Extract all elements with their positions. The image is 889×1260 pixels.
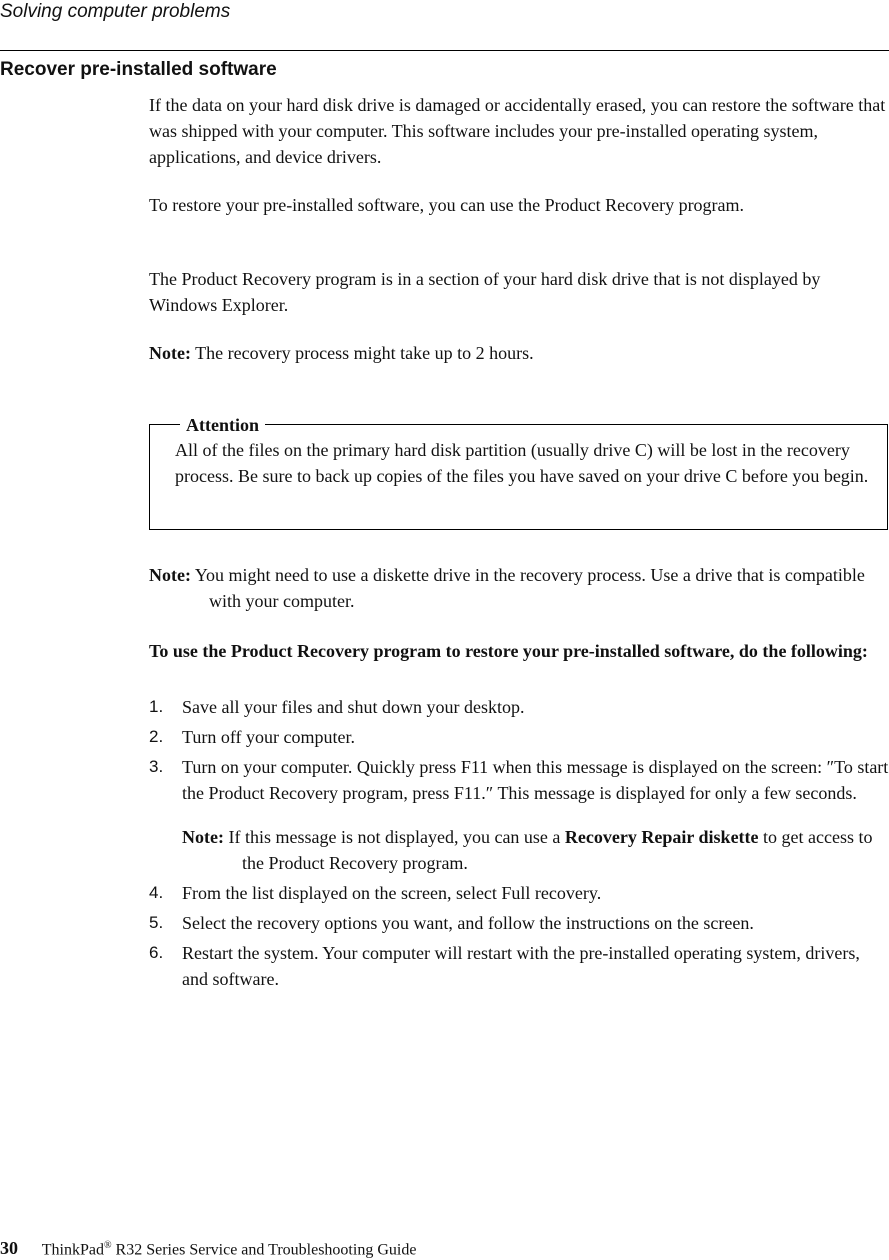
note-text: The recovery process might take up to 2 hours. <box>195 343 534 363</box>
list-item <box>149 940 889 992</box>
footer-title-prefix: ThinkPad <box>41 1241 104 1259</box>
footer-title-suffix: R32 Series Service and Troubleshooting Guide <box>115 1241 417 1259</box>
intro-paragraph <box>149 92 889 170</box>
section-title: Recover pre-installed software <box>0 59 277 80</box>
note-label: Note: <box>149 343 191 363</box>
step-number: 6. <box>149 943 164 962</box>
page-number: 30 <box>0 1238 18 1259</box>
note-text-before: If this message is not displayed, you can use a <box>228 827 561 847</box>
note-label: Note: <box>182 827 224 847</box>
note-text: You might need to use a diskette drive in the recovery process. Use a drive that is compatible with your computer. <box>194 565 865 611</box>
registered-mark: ® <box>103 1240 112 1251</box>
attention-text: All of the files on the primary hard disk partition (usually drive C) will be lost in the recovery process. Be sure to back up copies of the files you have saved on your drive C before you begin. <box>175 440 869 486</box>
paragraph-restore: To restore your pre-installed software, you can use the Product Recovery program. <box>149 195 745 215</box>
header-rule <box>0 50 889 51</box>
note-diskette <box>149 562 889 614</box>
running-head: Solving computer problems <box>0 1 231 22</box>
note-text-after: to get access to the Product Recovery program. <box>242 827 873 873</box>
procedure-steps <box>149 694 889 996</box>
step-note <box>182 824 889 876</box>
paragraph-location: The Product Recovery program is in a section of your hard disk drive that is not displayed by Windows Explorer. <box>149 269 821 315</box>
step-text: Turn on your computer. Quickly press F11 when this message is displayed on the screen: ″To start the Product Recovery program, press F11.″ This message is displayed for only a few seconds. <box>182 757 889 803</box>
page-footer <box>0 1236 416 1260</box>
note-label: Note: <box>149 565 191 585</box>
procedure-intro: To use the Product Recovery program to restore your pre-installed software, do the following: <box>149 641 868 661</box>
step-text: Save all your files and shut down your desktop. <box>182 697 525 717</box>
step-text: From the list displayed on the screen, select Full recovery. <box>182 883 602 903</box>
attention-title: Attention <box>180 413 265 437</box>
list-item <box>149 754 889 876</box>
paragraph-data-damage: If the data on your hard disk drive is damaged or accidentally erased, you can restore the software that was shipped with your computer. This software includes your pre-installed operating system, applications, and device drivers. <box>149 95 886 167</box>
list-item <box>149 724 889 750</box>
step-text: Turn off your computer. <box>182 727 355 747</box>
step-number: 2. <box>149 727 164 746</box>
restore-paragraph <box>149 192 889 218</box>
list-item <box>149 694 889 720</box>
step-text: Select the recovery options you want, and follow the instructions on the screen. <box>182 913 754 933</box>
step-number: 3. <box>149 757 164 776</box>
step-number: 5. <box>149 913 164 932</box>
note-duration <box>149 340 889 366</box>
note-bold-term: Recovery Repair diskette <box>564 827 759 847</box>
step-number: 4. <box>149 883 164 902</box>
location-paragraph <box>149 266 889 318</box>
step-text: Restart the system. Your computer will restart with the pre-installed operating system, drivers, and software. <box>182 943 860 989</box>
step-number: 1. <box>149 697 164 716</box>
list-item <box>149 910 889 936</box>
list-item <box>149 880 889 906</box>
